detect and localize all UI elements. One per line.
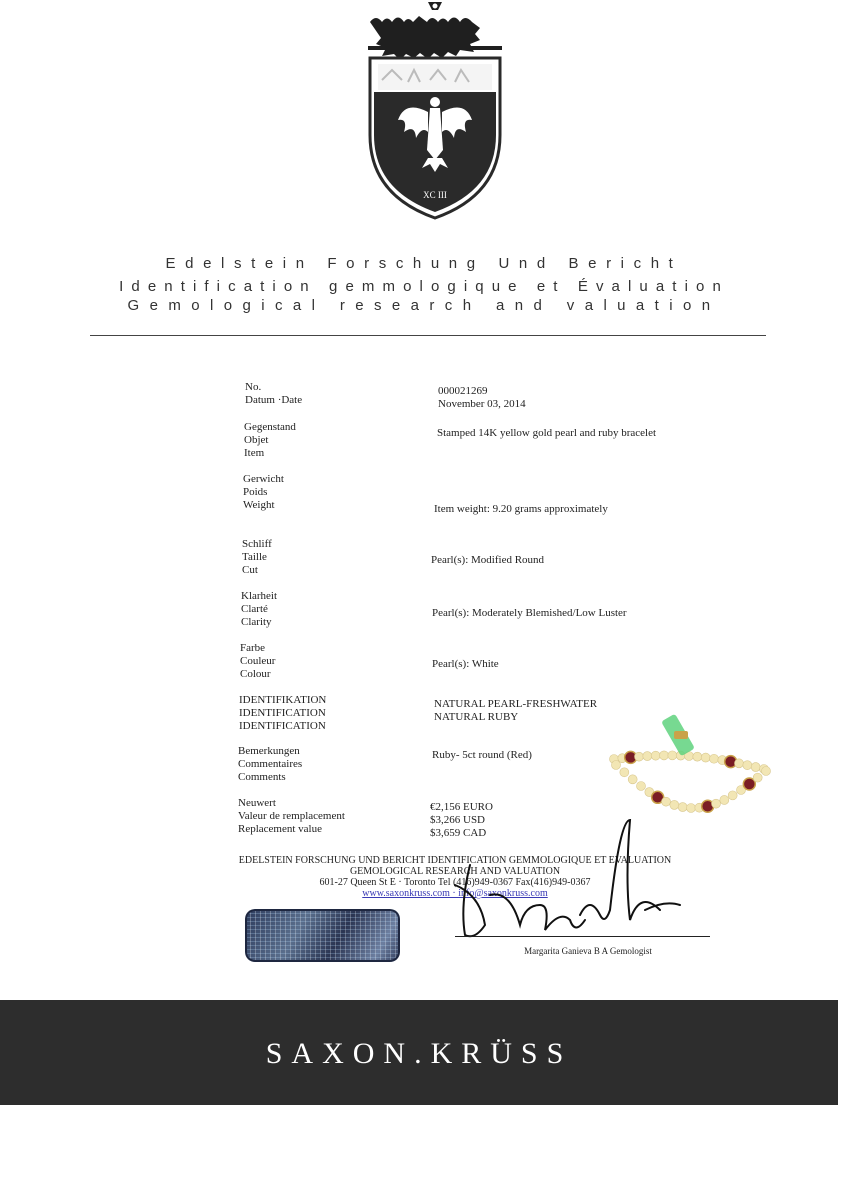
- colour-label-en: Colour: [240, 668, 271, 680]
- item-label-en: Item: [244, 447, 265, 459]
- pearl-bead: [728, 791, 737, 800]
- clarity-label-en: Clarity: [241, 616, 272, 628]
- date-label: Datum ·Date: [245, 394, 303, 406]
- pearl-bead: [751, 763, 760, 772]
- item-label-fr: Objet: [244, 434, 269, 446]
- pearl-bead: [628, 775, 637, 784]
- colour-label-de: Farbe: [240, 642, 266, 654]
- pearl-bead: [762, 767, 771, 776]
- website-link[interactable]: www.saxonkruss.com · info@saxonkruss.com: [362, 888, 548, 899]
- value-euro: €2,156 EURO: [430, 801, 493, 813]
- cut-labels: [242, 538, 272, 577]
- weight-label-de: Gerwicht: [243, 473, 284, 485]
- item-label-de: Gegenstand: [244, 421, 296, 433]
- value-label-en: Replacement value: [238, 823, 322, 835]
- identification-label-fr: IDENTIFICATION: [239, 707, 326, 719]
- cut-label-fr: Taille: [242, 551, 267, 563]
- number-label: No.: [245, 381, 262, 393]
- header-divider: [90, 335, 766, 336]
- crest-logo: [360, 0, 510, 225]
- footer-company-line-2: GEMOLOGICAL RESEARCH AND VALUATION: [349, 866, 561, 877]
- comments-value: Ruby- 5ct round (Red): [432, 749, 532, 761]
- weight-label-fr: Poids: [243, 486, 268, 498]
- value-usd: $3,266 USD: [430, 814, 486, 826]
- pearl-bead: [637, 782, 646, 791]
- comments-label-en: Comments: [238, 771, 286, 783]
- comments-label-de: Bemerkungen: [238, 745, 300, 757]
- pearl-bead: [660, 751, 669, 760]
- colour-label-fr: Couleur: [240, 655, 276, 667]
- pearl-bead: [651, 751, 660, 760]
- gemologist-signature: [380, 805, 720, 955]
- value-label-fr: Valeur de remplacement: [238, 810, 345, 822]
- footer-company-line: EDELSTEIN FORSCHUNG UND BERICHT IDENTIFICATION GEMMOLOGIQUE ET EVALUATION: [238, 855, 672, 866]
- pearl-bead: [710, 754, 719, 763]
- item-value: Stamped 14K yellow gold pearl and ruby bracelet: [437, 427, 657, 439]
- identification-pearl: NATURAL PEARL-FRESHWATER: [434, 698, 598, 710]
- pearl-bead: [753, 773, 762, 782]
- value-cad: $3,659 CAD: [430, 827, 487, 839]
- pearl-bead: [720, 795, 729, 804]
- clarity-label-fr: Clarté: [241, 603, 268, 615]
- pearl-bead: [612, 761, 621, 770]
- value-labels: [238, 797, 345, 836]
- security-hologram: [245, 909, 400, 962]
- value-label-de: Neuwert: [238, 797, 276, 809]
- signature-line: [455, 936, 710, 937]
- clarity-labels: [241, 590, 277, 629]
- comments-label-fr: Commentaires: [238, 758, 303, 770]
- header-line-english: Gemological research and valuation: [127, 297, 721, 314]
- gemologist-name: Margarita Ganieva B A Gemologist: [524, 946, 652, 956]
- colour-value: Pearl(s): White: [432, 658, 499, 670]
- pearl-bead: [643, 752, 652, 761]
- pearl-bead: [620, 768, 629, 777]
- footer-address: 601-27 Queen St E · Toronto Tel (416)949-0367 Fax(416)949-0367: [319, 877, 591, 888]
- number-date-labels: [245, 381, 302, 407]
- pearl-bead: [701, 753, 710, 762]
- cut-label-en: Cut: [242, 564, 258, 576]
- cut-label-de: Schliff: [242, 538, 272, 550]
- pearl-bead: [635, 752, 644, 761]
- pearl-bead: [735, 759, 744, 768]
- comments-labels: [238, 745, 302, 784]
- identification-ruby: NATURAL RUBY: [434, 711, 519, 723]
- report-number: 000021269: [438, 385, 488, 397]
- crest-numeral: XC III: [423, 190, 447, 200]
- weight-labels: [243, 473, 284, 512]
- identification-label-de: IDENTIFIKATION: [239, 694, 327, 706]
- weight-label-en: Weight: [243, 499, 275, 511]
- cut-value: Pearl(s): Modified Round: [431, 554, 545, 566]
- header-line-french: Identification gemmologique et Évaluation: [119, 278, 729, 295]
- brand-name: SAXON.KRÜSS: [265, 1037, 573, 1070]
- identification-labels: [239, 694, 326, 733]
- report-date: November 03, 2014: [438, 398, 526, 410]
- pearl-bead: [693, 752, 702, 761]
- item-labels: [244, 421, 296, 460]
- pearl-bead: [743, 761, 752, 770]
- weight-value: Item weight: 9.20 grams approximately: [434, 503, 608, 515]
- clarity-value: Pearl(s): Moderately Blemished/Low Luster: [432, 607, 627, 619]
- pearl-bead: [668, 751, 677, 760]
- identification-label-en: IDENTIFICATION: [239, 720, 326, 732]
- colour-labels: [240, 642, 275, 681]
- number-date-values: [438, 385, 526, 411]
- clarity-label-de: Klarheit: [241, 590, 278, 602]
- header-line-german: Edelstein Forschung Und Bericht: [165, 255, 683, 272]
- identification-values: [434, 698, 597, 724]
